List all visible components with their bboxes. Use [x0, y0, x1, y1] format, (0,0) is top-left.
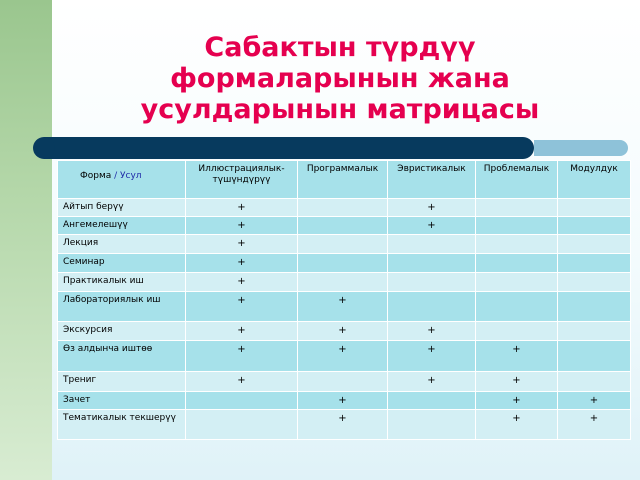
matrix-cell: +	[558, 410, 631, 440]
table-row	[58, 292, 631, 322]
matrix-cell	[298, 254, 388, 273]
matrix-cell: +	[298, 322, 388, 341]
matrix-cell: +	[186, 217, 298, 235]
matrix-cell	[476, 322, 558, 341]
row-label: Ангемелешүү	[58, 217, 186, 235]
matrix-cell: +	[186, 273, 298, 292]
matrix-cell	[558, 254, 631, 273]
title-line: усулдарынын матрицасы	[140, 94, 540, 125]
matrix-cell	[476, 292, 558, 322]
matrix-cell: +	[388, 322, 476, 341]
matrix-cell: +	[298, 392, 388, 410]
matrix-cell	[388, 292, 476, 322]
matrix-cell: +	[558, 392, 631, 410]
matrix-cell: +	[186, 199, 298, 217]
matrix-cell: +	[298, 410, 388, 440]
table-row	[58, 410, 631, 440]
table-row	[58, 273, 631, 292]
row-label: Зачет	[58, 392, 186, 410]
matrix-cell	[476, 217, 558, 235]
column-header: Программалык	[298, 161, 388, 199]
table-row	[58, 199, 631, 217]
matrix-cell	[558, 372, 631, 392]
matrix-cell	[558, 217, 631, 235]
matrix-cell	[186, 410, 298, 440]
matrix-cell	[388, 273, 476, 292]
matrix-cell	[298, 217, 388, 235]
table-row	[58, 217, 631, 235]
slide-title	[90, 32, 590, 125]
matrix-cell: +	[476, 392, 558, 410]
title-line: формаларынын жана	[170, 63, 510, 94]
row-label: Экскурсия	[58, 322, 186, 341]
table-row	[58, 254, 631, 273]
row-label: Семинар	[58, 254, 186, 273]
matrix-cell	[298, 199, 388, 217]
matrix-body	[58, 199, 631, 440]
matrix-cell	[298, 273, 388, 292]
table-row	[58, 341, 631, 372]
matrix-cell	[558, 235, 631, 254]
row-label: Трениг	[58, 372, 186, 392]
matrix-cell	[298, 235, 388, 254]
matrix-cell	[558, 199, 631, 217]
corner-header	[58, 161, 186, 199]
matrix-cell: +	[388, 199, 476, 217]
matrix-cell	[476, 273, 558, 292]
corner-method-label: / Усул	[114, 171, 142, 181]
row-label: Тематикалык текшерүү	[58, 410, 186, 440]
column-header: Эвристикалык	[388, 161, 476, 199]
matrix-cell	[476, 199, 558, 217]
matrix-cell: +	[298, 341, 388, 372]
matrix-cell	[476, 254, 558, 273]
column-header: Иллюстрациялык-түшүндүрүү	[186, 161, 298, 199]
matrix-cell: +	[388, 372, 476, 392]
title-divider-bar	[44, 137, 534, 159]
matrix-cell: +	[476, 410, 558, 440]
matrix-cell: +	[476, 341, 558, 372]
matrix-cell: +	[298, 292, 388, 322]
matrix-cell: +	[388, 217, 476, 235]
matrix-cell: +	[186, 341, 298, 372]
matrix-cell	[298, 372, 388, 392]
title-line: Сабактын түрдүү	[204, 32, 476, 63]
matrix-cell	[558, 341, 631, 372]
matrix-cell: +	[476, 372, 558, 392]
matrix-cell	[388, 410, 476, 440]
matrix-cell	[558, 322, 631, 341]
method-form-matrix	[57, 160, 631, 440]
column-header: Проблемалык	[476, 161, 558, 199]
matrix-cell: +	[186, 322, 298, 341]
table-row	[58, 392, 631, 410]
matrix-cell: +	[388, 341, 476, 372]
matrix-cell	[186, 392, 298, 410]
table-row	[58, 372, 631, 392]
row-label: Лекция	[58, 235, 186, 254]
row-label: Өз алдынча иштөө	[58, 341, 186, 372]
matrix-cell: +	[186, 254, 298, 273]
corner-form-label: Форма	[80, 171, 112, 181]
matrix-cell: +	[186, 235, 298, 254]
row-label: Лабораториялык иш	[58, 292, 186, 322]
matrix-cell: +	[186, 372, 298, 392]
matrix-cell	[476, 235, 558, 254]
table-row	[58, 322, 631, 341]
row-label: Практикалык иш	[58, 273, 186, 292]
matrix-cell	[388, 392, 476, 410]
matrix-cell	[388, 235, 476, 254]
column-header: Модулдук	[558, 161, 631, 199]
matrix-cell	[558, 292, 631, 322]
row-label: Айтып берүү	[58, 199, 186, 217]
matrix-cell	[388, 254, 476, 273]
matrix-cell: +	[186, 292, 298, 322]
table-row	[58, 235, 631, 254]
title-divider-accent	[534, 140, 628, 156]
matrix-cell	[558, 273, 631, 292]
